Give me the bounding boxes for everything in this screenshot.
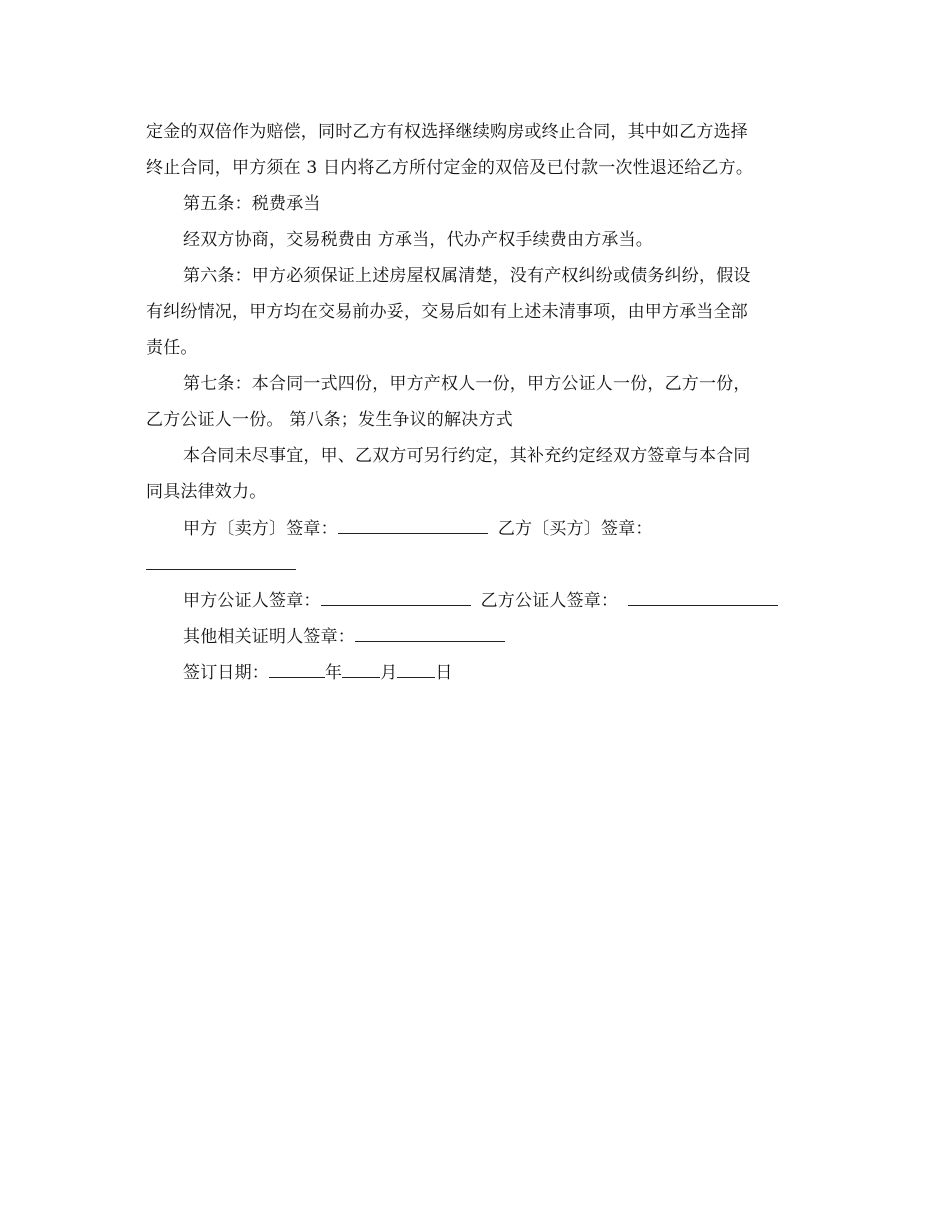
supplement-line: 同具法律效力。	[146, 482, 267, 502]
buyer-notary-label: 乙方公证人签章：	[480, 591, 619, 611]
buyer-signature-line-row	[146, 553, 296, 576]
seller-signature-label: 甲方〔卖方〕签章：	[183, 519, 338, 539]
day-blank[interactable]	[397, 661, 435, 678]
party-signature-row	[183, 517, 653, 540]
day-char: 日	[435, 663, 453, 683]
buyer-signature-blank[interactable]	[146, 553, 296, 570]
text-line: 定金的双倍作为赔偿，同时乙方有权选择继续购房或终止合同，其中如乙方选择	[146, 122, 748, 142]
buyer-signature-label: 乙方〔买方〕签章：	[497, 519, 653, 539]
notary-signature-row	[183, 589, 778, 612]
buyer-notary-blank[interactable]	[628, 589, 778, 606]
article-6-line: 第六条：甲方必须保证上述房屋权属清楚，没有产权纠纷或债务纠纷，假设	[183, 266, 751, 286]
other-witness-blank[interactable]	[355, 625, 505, 642]
month-char: 月	[380, 663, 398, 683]
seller-signature-blank[interactable]	[338, 517, 488, 534]
article-5-body: 经双方协商，交易税费由 方承当，代办产权手续费由方承当。	[183, 230, 654, 250]
seller-notary-label: 甲方公证人签章：	[183, 591, 321, 611]
article-7-line: 乙方公证人一份。 第八条；发生争议的解决方式	[146, 410, 513, 430]
text-line: 终止合同，甲方须在 3 日内将乙方所付定金的双倍及已付款一次性退还给乙方。	[146, 158, 754, 178]
supplement-line: 本合同未尽事宜，甲、乙双方可另行约定，其补充约定经双方签章与本合同	[183, 446, 751, 466]
date-label: 签订日期：	[183, 663, 269, 683]
year-char: 年	[325, 663, 343, 683]
year-blank[interactable]	[269, 661, 325, 678]
article-6-line: 有纠纷情况，甲方均在交易前办妥，交易后如有上述未清事项，由甲方承当全部	[146, 302, 748, 322]
month-blank[interactable]	[342, 661, 380, 678]
article-7-line: 第七条：本合同一式四份，甲方产权人一份，甲方公证人一份，乙方一份，	[183, 374, 751, 394]
signing-date-row	[183, 661, 453, 684]
witness-signature-row	[183, 625, 505, 648]
article-6-line: 责任。	[146, 338, 198, 358]
seller-notary-blank[interactable]	[321, 589, 471, 606]
article-5-title: 第五条：税费承当	[183, 194, 321, 214]
other-witness-label: 其他相关证明人签章：	[183, 627, 355, 647]
